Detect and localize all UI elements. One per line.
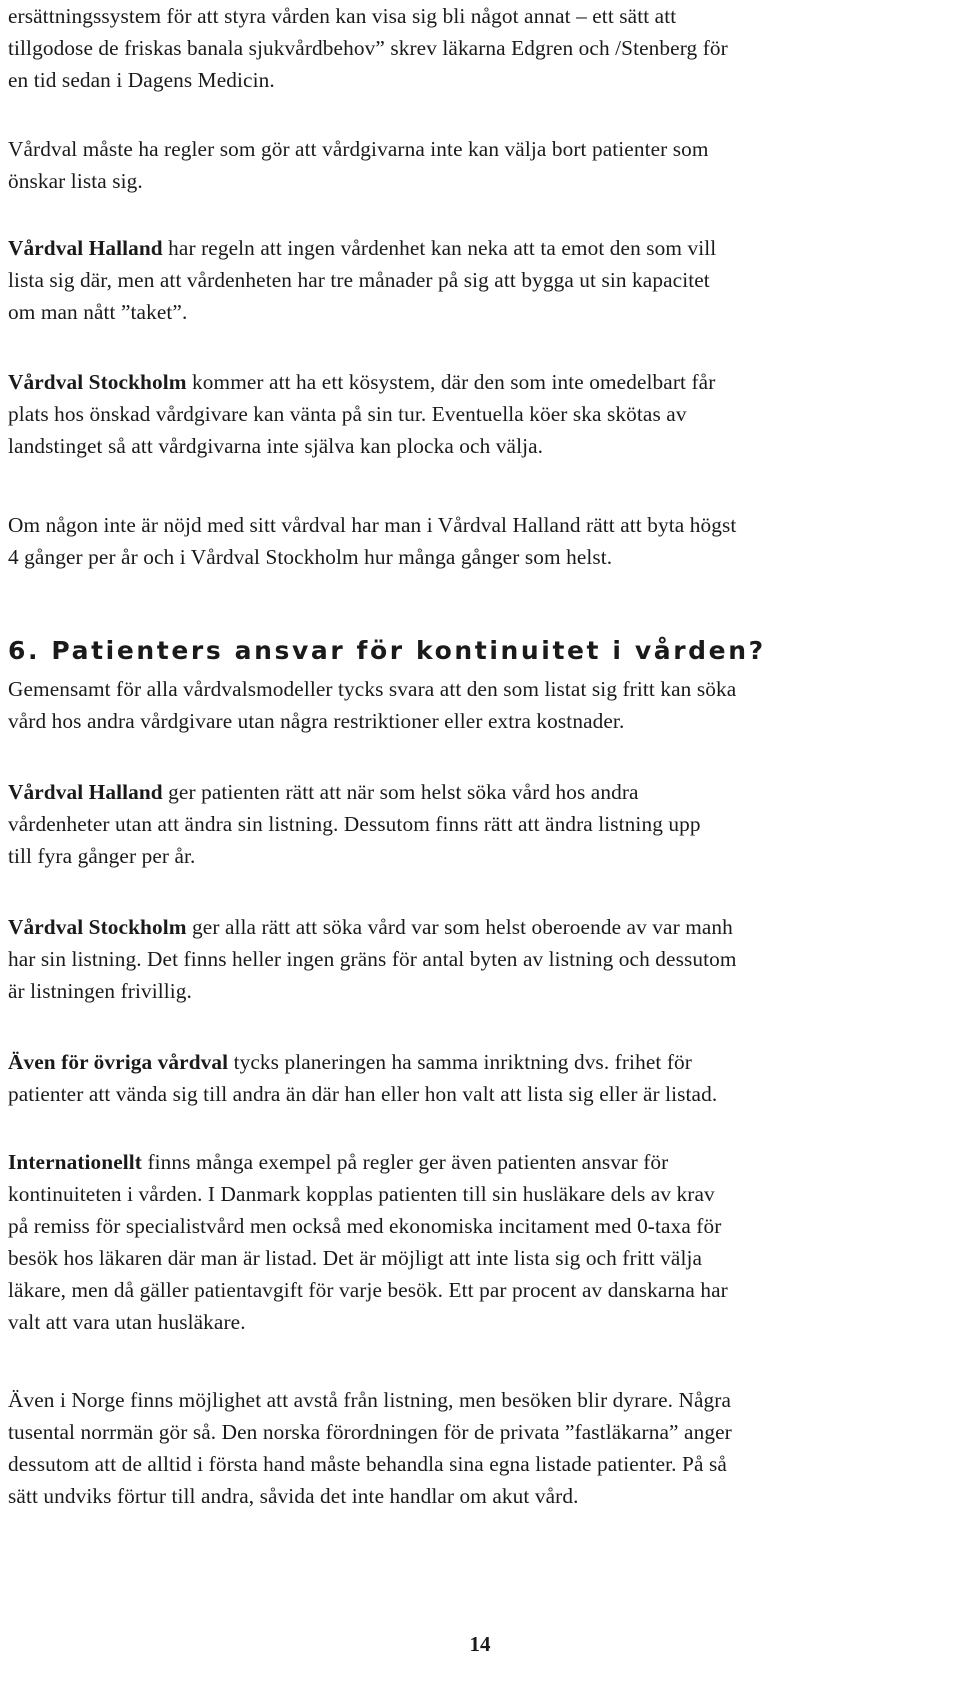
- paragraph-1: [8, 0, 728, 96]
- text-line: en tid sedan i Dagens Medicin.: [8, 68, 275, 92]
- text-line: läkare, men då gäller patientavgift för varje besök. Ett par procent av danskarna har: [8, 1278, 728, 1302]
- section-heading: 6. Patienters ansvar för kontinuitet i vården?: [8, 636, 766, 665]
- text-line: 4 gånger per år och i Vårdval Stockholm hur många gånger som helst.: [8, 545, 613, 569]
- text-line: patienter att vända sig till andra än där han eller hon valt att lista sig eller är listad.: [8, 1082, 718, 1106]
- text-line: vårdenheter utan att ändra sin listning. Dessutom finns rätt att ändra listning upp: [8, 812, 701, 836]
- bold-lead: Vårdval Halland: [8, 780, 163, 804]
- paragraph-10: [8, 1146, 728, 1338]
- text-span: har regeln att ingen vårdenhet kan neka att ta emot den som vill: [162, 236, 717, 260]
- bold-lead: Vårdval Stockholm: [8, 370, 187, 394]
- text-span: ger patienten rätt att när som helst söka vård hos andra: [162, 780, 639, 804]
- paragraph-2: [8, 133, 709, 197]
- text-line: Om någon inte är nöjd med sitt vårdval har man i Vårdval Halland rätt att byta högst: [8, 513, 737, 537]
- text-line: har sin listning. Det finns heller ingen gräns för antal byten av listning och dessutom: [8, 947, 737, 971]
- bold-lead: Vårdval Halland: [8, 236, 163, 260]
- paragraph-7: [8, 776, 701, 872]
- text-line: till fyra gånger per år.: [8, 844, 196, 868]
- paragraph-5: [8, 509, 736, 573]
- text-line: sätt undviks förtur till andra, såvida det inte handlar om akut vård.: [8, 1484, 579, 1508]
- text-line: vård hos andra vårdgivare utan några restriktioner eller extra kostnader.: [8, 709, 625, 733]
- text-line: ersättningssystem för att styra vården kan visa sig bli något annat – ett sätt att: [8, 4, 677, 28]
- paragraph-3: [8, 232, 716, 328]
- text-line: Även i Norge finns möjlighet att avstå från listning, men besöken blir dyrare. Några: [8, 1388, 732, 1412]
- text-line: är listningen frivillig.: [8, 979, 192, 1003]
- text-line: [8, 1146, 728, 1178]
- paragraph-11: [8, 1384, 732, 1512]
- text-line: Gemensamt för alla vårdvalsmodeller tycks svara att den som listat sig fritt kan söka: [8, 677, 737, 701]
- bold-lead: Vårdval Stockholm: [8, 915, 187, 939]
- text-span: finns många exempel på regler ger även patienten ansvar för: [142, 1150, 669, 1174]
- page-number: 14: [469, 1632, 491, 1656]
- bold-lead: Även för övriga vårdval: [8, 1050, 229, 1074]
- text-line: [8, 1046, 717, 1078]
- paragraph-4: [8, 366, 715, 462]
- text-line: besök hos läkaren där man är listad. Det är möjligt att inte lista sig och fritt välja: [8, 1246, 703, 1270]
- text-line: önskar lista sig.: [8, 169, 143, 193]
- text-line: [8, 776, 701, 808]
- text-line: tillgodose de friskas banala sjukvårdbehov” skrev läkarna Edgren och /Stenberg för: [8, 36, 728, 60]
- text-line: tusental norrmän gör så. Den norska förordningen för de privata ”fastläkarna” anger: [8, 1420, 732, 1444]
- text-span: ger alla rätt att söka vård var som helst oberoende av var manh: [186, 915, 733, 939]
- text-line: valt att vara utan husläkare.: [8, 1310, 246, 1334]
- text-line: lista sig där, men att vårdenheten har tre månader på sig att bygga ut sin kapacitet: [8, 268, 710, 292]
- paragraph-8: [8, 911, 737, 1007]
- text-span: kommer att ha ett kösystem, där den som inte omedelbart får: [186, 370, 716, 394]
- text-line: plats hos önskad vårdgivare kan vänta på sin tur. Eventuella köer ska skötas av: [8, 402, 687, 426]
- text-line: om man nått ”taket”.: [8, 300, 188, 324]
- text-line: Vårdval måste ha regler som gör att vårdgivarna inte kan välja bort patienter som: [8, 137, 709, 161]
- text-line: landstinget så att vårdgivarna inte själva kan plocka och välja.: [8, 434, 544, 458]
- text-line: dessutom att de alltid i första hand måste behandla sina egna listade patienter. På så: [8, 1452, 727, 1476]
- paragraph-6: [8, 673, 736, 737]
- text-line: kontinuiteten i vården. I Danmark kopplas patienten till sin husläkare dels av krav: [8, 1182, 715, 1206]
- bold-lead: Internationellt: [8, 1150, 143, 1174]
- paragraph-9: [8, 1046, 717, 1110]
- text-line: [8, 911, 737, 943]
- text-line: [8, 232, 716, 264]
- text-line: på remiss för specialistvård men också med ekonomiska incitament med 0-taxa för: [8, 1214, 722, 1238]
- text-line: [8, 366, 715, 398]
- text-span: tycks planeringen ha samma inriktning dvs. frihet för: [228, 1050, 692, 1074]
